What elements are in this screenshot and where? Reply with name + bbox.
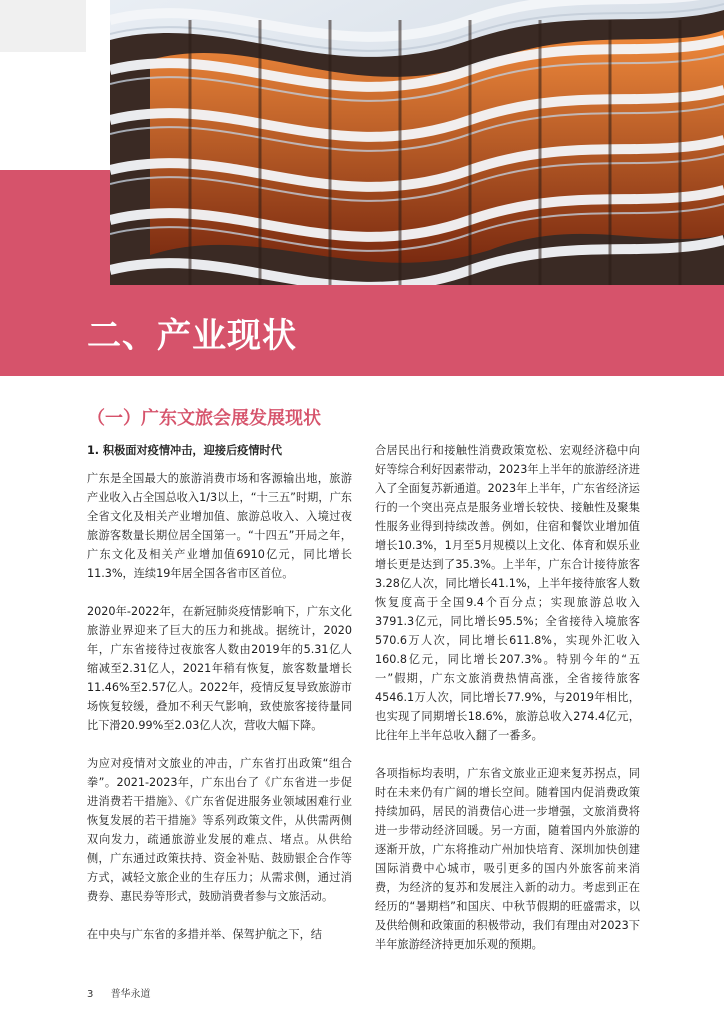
chapter-title: 二、产业现状 [87,316,297,356]
paragraph: 在中央与广东省的多措并举、保驾护航之下，结 [87,928,322,941]
hero-banner [0,0,724,376]
architecture-photo [110,0,724,285]
brand-name: 普华永道 [110,989,151,1000]
left-column [87,441,352,963]
paragraph: 各项指标均表明，广东省文旅业正迎来复苏拐点，同时在未来仍有广阔的增长空间。随着国内促消费政策持续加码，居民的消费信心进一步增强，文旅消费将进一步带动经济回暖。另一方面，随着国内外旅游的逐渐开放，广东将推动广州加快培育、深圳加快创建国际消费中心城市，吸引更多的国内外旅客前来消费，为经济的复苏和发展注入新的动力。考虑到正在经历的“暑期档”和国庆、中秋节假期的旺盛需求，以及供给侧和政策面的积极带动，我们有理由对2023下半年旅游经济持更加乐观的预期。 [375,767,640,951]
section-title: （一）广东文旅会展发展现状 [87,408,321,429]
page-number: 3 [87,989,94,1000]
paragraph: 广东是全国最大的旅游消费市场和客源输出地，旅游产业收入占全国总收入1/3以上，“十三五”时期，广东全省文化及相关产业增加值、旅游总收入、入境过夜旅游客数量长期位居全国第一。“十四五”开局之年，广东文化及相关产业增加值6910亿元，同比增长11.3%，连续19年居全国各省市区首位。 [87,472,352,580]
paragraph: 2020年-2022年，在新冠肺炎疫情影响下，广东文化旅游业界迎来了巨大的压力和挑战。据统计，2020年，广东省接待过夜旅客人数由2019年的5.31亿人缩减至2.31亿人，2021年稍有恢复，旅客数量增长11.46%至2.57亿人。2022年，疫情反复导致旅游市场恢复较缓，叠加不利天气影响，致使旅客接待量同比下滑20.99%至2.03亿人次，营收大幅下降。 [87,605,352,732]
right-column [375,441,640,973]
paragraph: 为应对疫情对文旅业的冲击，广东省打出政策“组合拳”。2021-2023年，广东出台了《广东省进一步促进消费若干措施》、《广东省促进服务业领域困难行业恢复发展的若干措施》等系列政策文件，从供需两侧双向发力，疏通旅游业发展的难点、堵点。从供给侧，广东通过政策扶持、资金补贴、鼓励银企合作等方式，减轻文旅企业的生存压力；从需求侧，通过消费券、惠民券等形式，鼓励消费者参与文旅活动。 [87,757,352,903]
paragraph: 合居民出行和接触性消费政策宽松、宏观经济稳中向好等综合利好因素带动，2023年上半年的旅游经济进入了全面复苏新通道。2023年上半年，广东省经济运行的一个突出亮点是服务业增长较快、接触性及聚集性服务业得到持续改善。例如，住宿和餐饮业增加值增长10.3%，1月至5月规模以上文化、体育和娱乐业增长更是达到了35.3%。上半年，广东合计接待旅客3.28亿人次，同比增长41.1%，上半年接待旅客人数恢复度高于全国9.4个百分点；实现旅游总收入3791.3亿元，同比增长95.5%；全省接待入境旅客570.6万人次，同比增长611.8%，实现外汇收入160.8亿元，同比增长207.3%。特别今年的“五一”假期，广东文旅消费热情高涨，全省接待旅客4546.1万人次，同比增长77.9%，与2019年相比，也实现了同期增长18.6%，旅游总收入274.4亿元，比往年上半年总收入翻了一番多。 [375,444,640,742]
subsection-heading: 1. 积极面对疫情冲击，迎接后疫情时代 [87,444,282,457]
page-footer [87,985,151,1000]
